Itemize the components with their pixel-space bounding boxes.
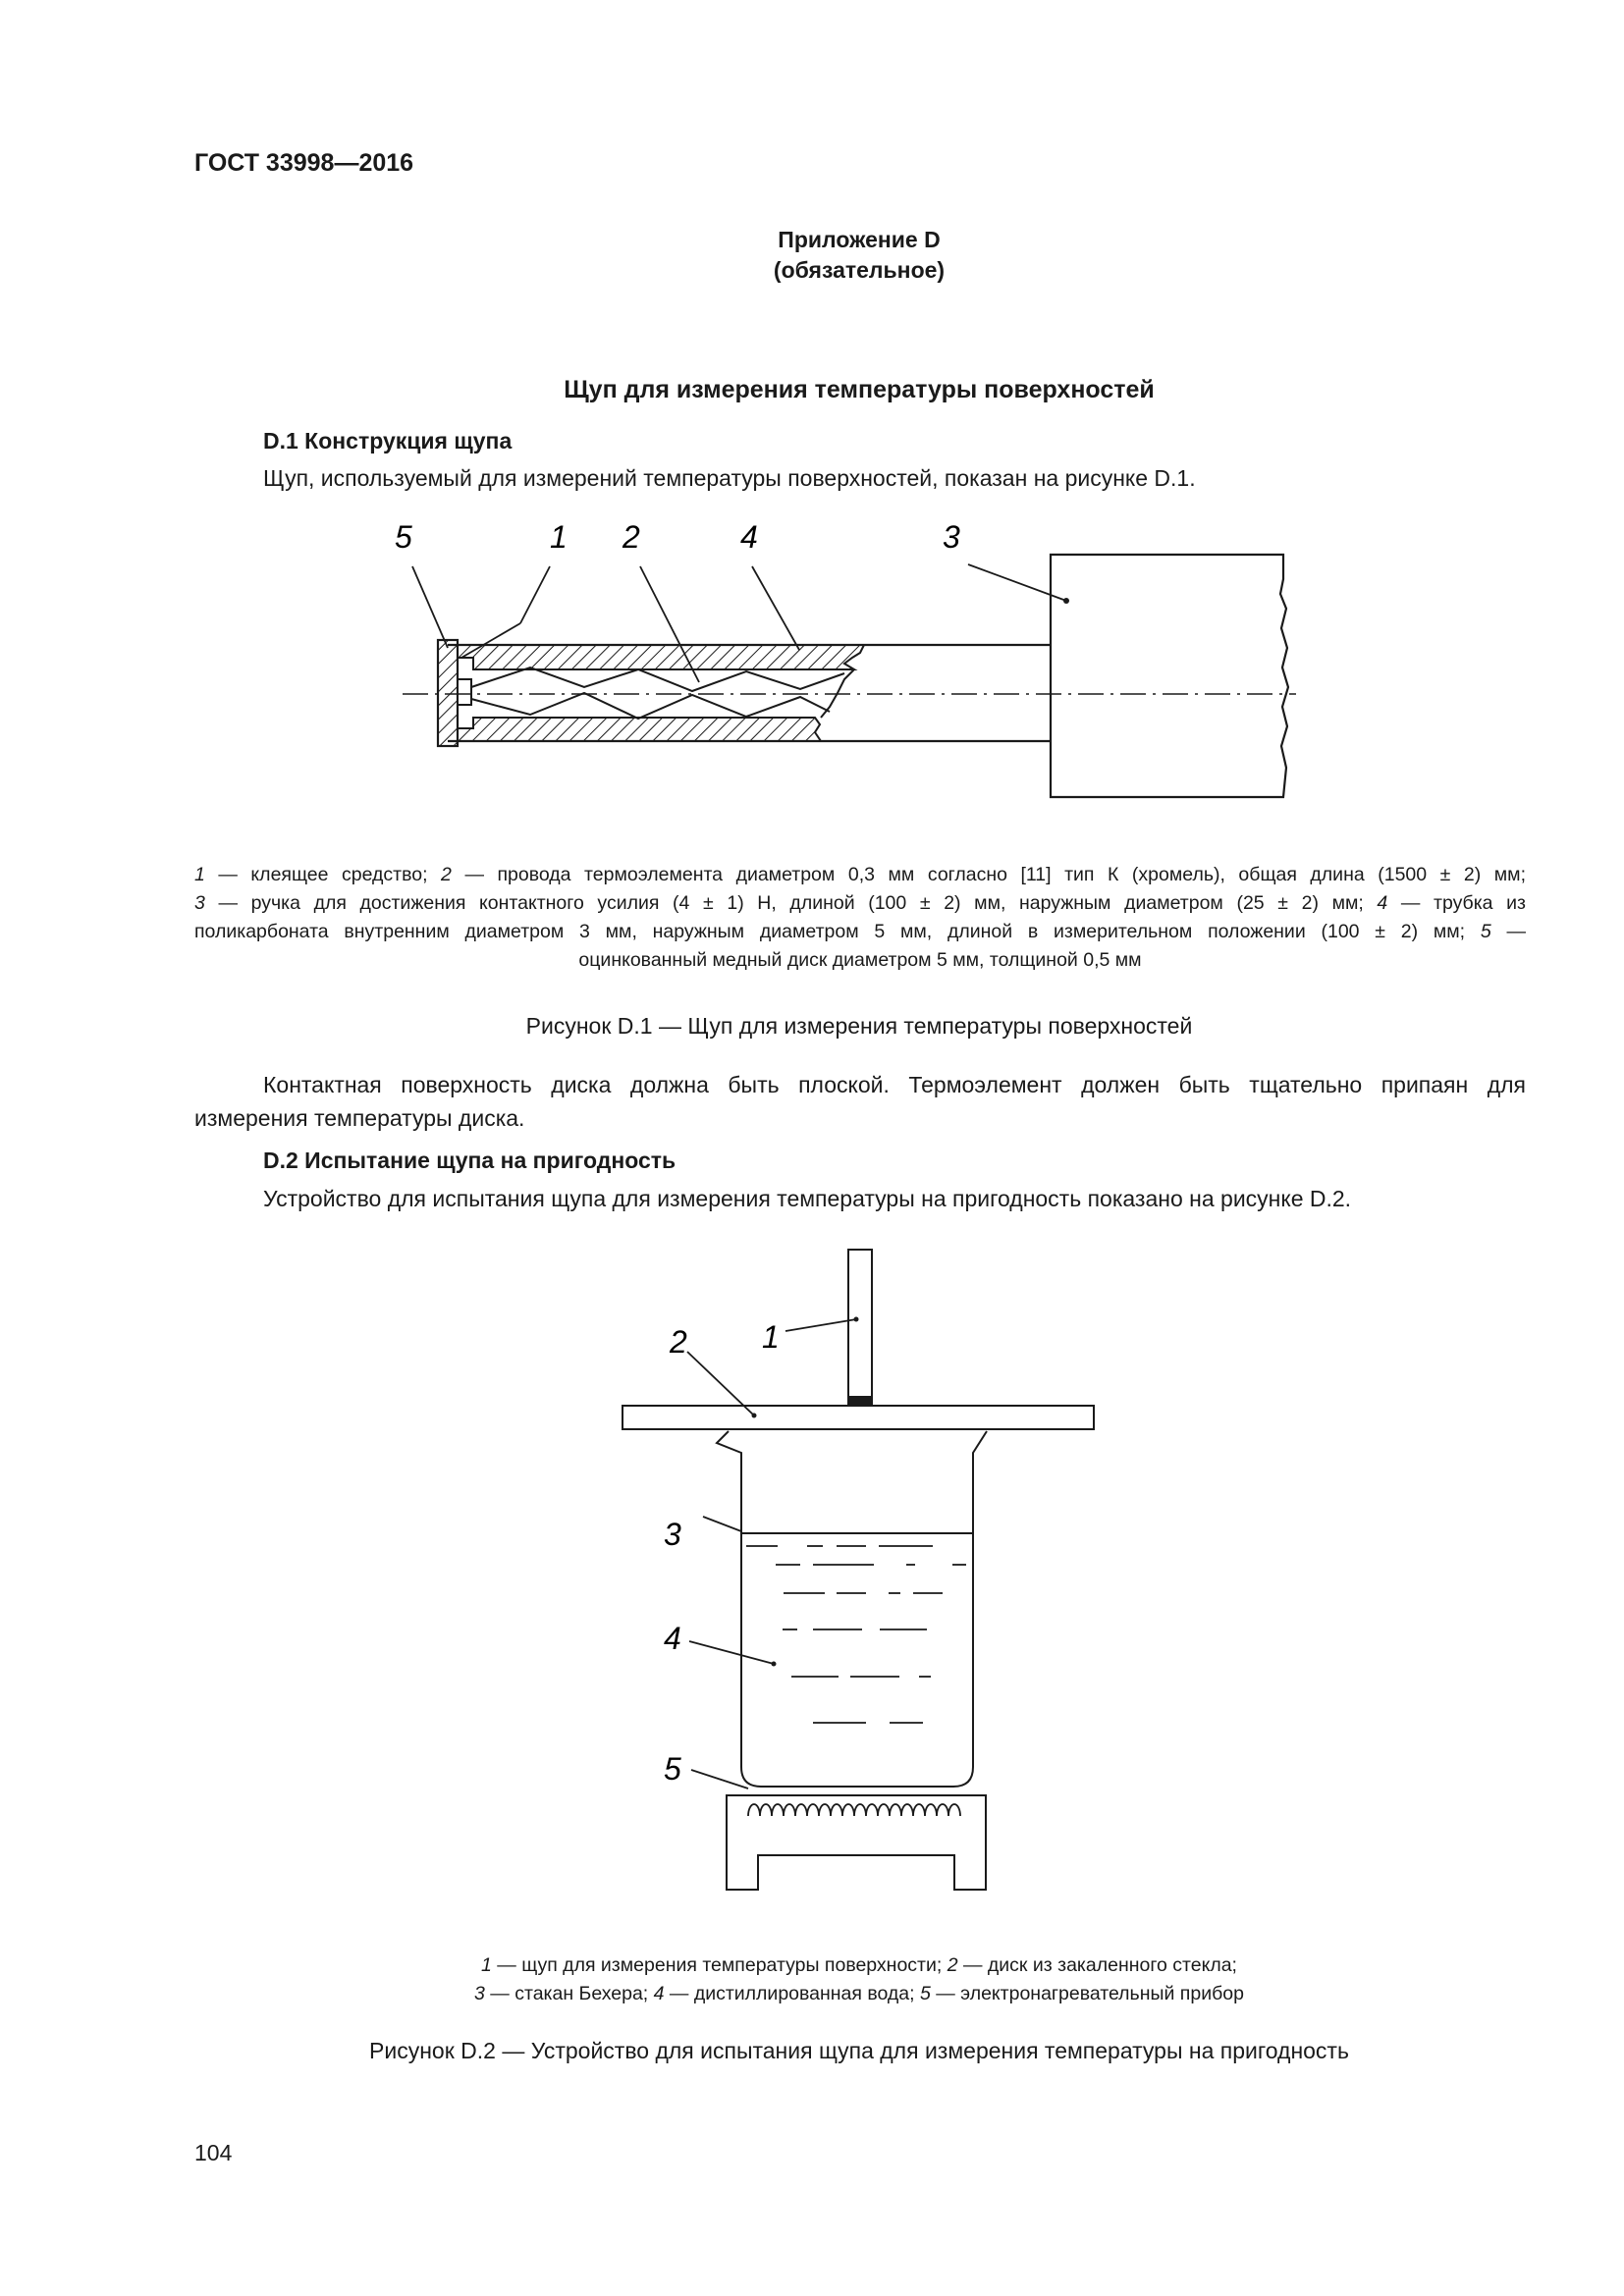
fig2-label-5: 5: [664, 1751, 681, 1787]
fig2-label-2: 2: [670, 1324, 687, 1360]
figure-d1-probe-drawing: [383, 510, 1335, 844]
glue-element: [458, 679, 471, 705]
figure-d2-caption: Рисунок D.2 — Устройство для испытания щупа для измерения температуры на пригодность: [369, 2038, 1349, 2063]
document-code: ГОСТ 33998—2016: [194, 149, 414, 177]
handle-dot: [1063, 598, 1069, 604]
section-d1-intro: Щуп, используемый для измерений температуры поверхностей, показан на рисунке D.1.: [263, 465, 1196, 491]
figure-d2-legend-line: 3 — стакан Бехера; 4 — дистиллированная вода; 5 — электронагревательный прибор: [474, 1983, 1244, 2004]
probe-dot: [854, 1317, 859, 1322]
fig1-label-2: 2: [623, 519, 640, 555]
figure-d2-test-device-drawing: [589, 1237, 1119, 1904]
figure-d2-legend-line: 1 — щуп для измерения температуры поверхности; 2 — диск из закаленного стекла;: [481, 1954, 1237, 1976]
handle-body: [1051, 555, 1288, 797]
section-d2-intro: Устройство для испытания щупа для измерения температуры на пригодность показано на рисунке D.2.: [263, 1186, 1352, 1211]
fig2-label-3: 3: [664, 1517, 681, 1552]
tube-wall-upper: [458, 645, 864, 669]
appendix-title: [0, 225, 1624, 286]
thermocouple-wire-upper: [471, 667, 844, 691]
figure-d1-legend-line: поликарбоната внутренним диаметром 3 мм, наружным диаметром 5 мм, длиной в измерительном положении (100 ± 2) мм; 5 —: [194, 921, 1526, 942]
section-d1-heading: D.1 Конструкция щупа: [263, 428, 513, 454]
leader-lines: [687, 1319, 856, 1789]
water-dashes: [746, 1546, 966, 1723]
thermocouple-wire-lower: [471, 693, 830, 719]
probe: [848, 1250, 872, 1405]
fig1-label-1: 1: [550, 519, 568, 555]
appendix-status: (обязательное): [773, 257, 946, 283]
contact-surface-paragraph: [194, 1068, 1526, 1135]
fig2-label-4: 4: [664, 1621, 681, 1656]
figure-d1-caption: Рисунок D.1 — Щуп для измерения температуры поверхностей: [525, 1013, 1193, 1039]
glass-dot: [752, 1414, 757, 1418]
section-d2-heading: D.2 Испытание щупа на пригодность: [263, 1148, 677, 1173]
water-dot: [772, 1662, 777, 1667]
tube-wall-lower: [458, 718, 821, 741]
figure-d1-legend-line: 1 — клеящее средство; 2 — провода термоэлемента диаметром 0,3 мм согласно [11] тип К (хромель), общая длина (1500 ± 2) мм;: [194, 864, 1526, 885]
fig1-label-5: 5: [395, 519, 412, 555]
figure-d1-legend-line: оцинкованный медный диск диаметром 5 мм, толщиной 0,5 мм: [578, 949, 1142, 971]
figure-d1-legend: [194, 861, 1526, 975]
section-title: Щуп для измерения температуры поверхностей: [564, 376, 1155, 403]
paragraph-line-1: Контактная поверхность диска должна быть плоской. Термоэлемент должен быть тщательно припаян для: [263, 1072, 1526, 1097]
fig1-label-3: 3: [943, 519, 960, 555]
page-number: 104: [194, 2140, 233, 2165]
beaker: [717, 1431, 987, 1787]
figure-d2-legend: [0, 1951, 1624, 2008]
copper-disk: [438, 640, 458, 746]
fig2-label-1: 1: [762, 1319, 780, 1355]
probe-tip: [848, 1396, 872, 1406]
paragraph-line-2: измерения температуры диска.: [194, 1105, 525, 1131]
appendix-label: Приложение D: [778, 227, 941, 252]
glass-disk: [623, 1406, 1094, 1429]
figure-d1-legend-line: 3 — ручка для достижения контактного усилия (4 ± 1) Н, длиной (100 ± 2) мм, наружным диаметром (25 ± 2) мм; 4 — трубка из: [194, 892, 1526, 914]
fig1-label-4: 4: [740, 519, 758, 555]
